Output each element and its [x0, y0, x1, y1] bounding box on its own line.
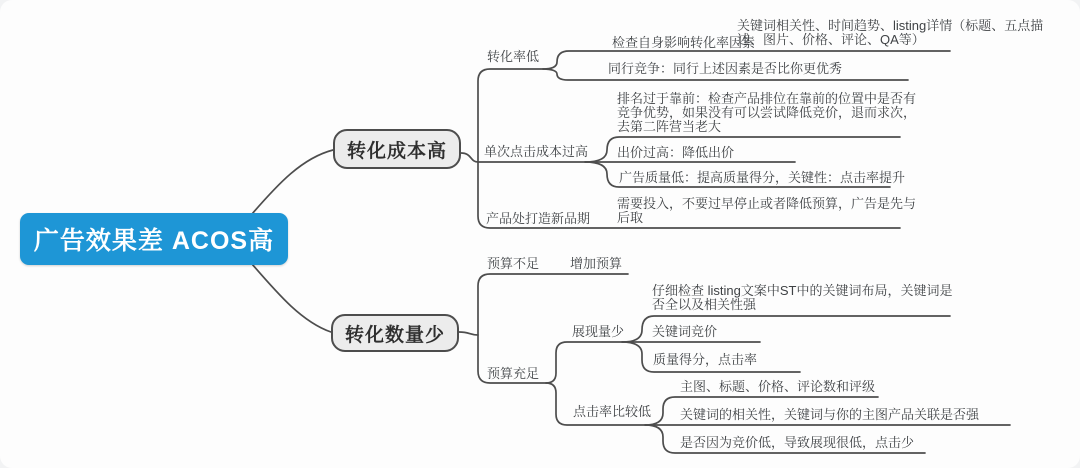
node-bid-too-high[interactable]: 出价过高：降低出价 — [617, 145, 735, 160]
node-main-image-title-price-reviews[interactable]: 主图、标题、价格、评论数和评级 — [680, 379, 876, 394]
node-low-impressions[interactable]: 展现量少 — [572, 324, 625, 339]
node-competitor-comparison[interactable]: 同行竞争：同行上述因素是否比你更优秀 — [608, 61, 843, 76]
node-check-own-conversion-factors[interactable]: 检查自身影响转化率因素 — [612, 35, 756, 50]
node-increase-budget[interactable]: 增加预算 — [570, 256, 623, 271]
root-topic[interactable]: 广告效果差 ACOS高 — [20, 213, 288, 265]
connector-root-to-branch2 — [252, 264, 331, 332]
node-sufficient-budget[interactable]: 预算充足 — [487, 366, 540, 381]
node-keyword-relevance-listing-details[interactable]: 关键词相关性、时间趋势、listing详情（标题、五点描述、图片、价格、评论、QA等） — [737, 18, 1044, 47]
connector-branch2-stub — [459, 332, 478, 335]
node-new-product-stage[interactable]: 产品处打造新品期 — [486, 211, 591, 226]
node-low-click-rate[interactable]: 点击率比较低 — [573, 404, 652, 419]
node-quality-score-ctr[interactable]: 质量得分，点击率 — [653, 352, 758, 367]
node-low-bid-low-impressions[interactable]: 是否因为竞价低，导致展现很低，点击少 — [680, 435, 915, 450]
connector-root-to-branch1 — [252, 150, 333, 214]
node-insufficient-budget[interactable]: 预算不足 — [487, 256, 540, 271]
connector-branch1-stub — [461, 153, 478, 162]
node-low-conversion-rate[interactable]: 转化率低 — [487, 49, 540, 64]
node-high-cost-per-click[interactable]: 单次点击成本过高 — [484, 144, 589, 159]
node-low-ad-quality[interactable]: 广告质量低：提高质量得分，关键性：点击率提升 — [619, 170, 906, 185]
node-check-listing-st-keywords[interactable]: 仔细检查 listing文案中ST中的关键词布局，关键词是否全以及相关性强 — [652, 283, 953, 312]
node-ranking-too-high[interactable]: 排名过于靠前：检查产品排位在靠前的位置中是否有竞争优势，如果没有可以尝试降低竞价，退而求次，去第二阵营当老大 — [617, 91, 917, 134]
branch-low-conversion-count[interactable]: 转化数量少 — [331, 314, 459, 352]
node-keyword-main-image-relevance[interactable]: 关键词的相关性，关键词与你的主图产品关联是否强 — [680, 407, 980, 422]
branch-high-conversion-cost[interactable]: 转化成本高 — [333, 129, 461, 169]
node-keyword-bid[interactable]: 关键词竞价 — [652, 324, 718, 339]
node-need-investment[interactable]: 需要投入，不要过早停止或者降低预算，广告是先与后取 — [617, 196, 917, 225]
